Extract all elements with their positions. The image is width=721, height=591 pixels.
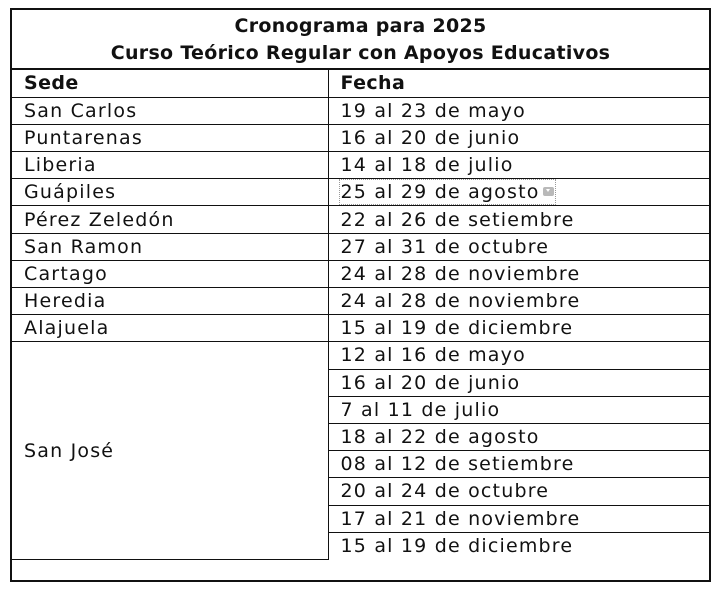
fecha-text: 25 al 29 de agosto [340, 181, 540, 204]
table-row [12, 152, 709, 179]
cell-fecha[interactable]: 08 al 12 de setiembre [328, 451, 709, 478]
table-row [12, 206, 709, 233]
cell-sede[interactable]: Puntarenas [12, 124, 328, 151]
table-row [12, 260, 709, 287]
cell-fecha[interactable]: 18 al 22 de agosto [328, 423, 709, 450]
cell-fecha[interactable]: 17 al 21 de noviembre [328, 505, 709, 532]
dropdown-marker-icon[interactable] [543, 187, 554, 196]
cell-sede[interactable]: Guápiles [12, 179, 328, 206]
table-row [12, 288, 709, 315]
cell-fecha[interactable]: 19 al 23 de mayo [328, 97, 709, 124]
cell-fecha[interactable]: 14 al 18 de julio [328, 152, 709, 179]
cell-sede[interactable]: San Ramon [12, 233, 328, 260]
cell-fecha[interactable]: 22 al 26 de setiembre [328, 206, 709, 233]
cell-fecha[interactable]: 16 al 20 de junio [328, 369, 709, 396]
table-row [12, 179, 709, 206]
schedule-title [12, 10, 709, 70]
selected-fecha-text[interactable] [341, 181, 554, 203]
cell-fecha[interactable]: 7 al 11 de julio [328, 396, 709, 423]
cell-fecha[interactable]: 24 al 28 de noviembre [328, 288, 709, 315]
schedule-document [10, 8, 711, 582]
title-line-1: Cronograma para 2025 [234, 15, 487, 37]
table-row [12, 97, 709, 124]
cell-fecha[interactable]: 15 al 19 de diciembre [328, 315, 709, 342]
cell-fecha[interactable]: 20 al 24 de octubre [328, 478, 709, 505]
cell-fecha[interactable]: 16 al 20 de junio [328, 124, 709, 151]
cell-fecha-selected[interactable] [328, 179, 709, 206]
table-row [12, 315, 709, 342]
cell-sede[interactable]: Heredia [12, 288, 328, 315]
cell-fecha[interactable]: 27 al 31 de octubre [328, 233, 709, 260]
title-line-2: Curso Teórico Regular con Apoyos Educativos [110, 42, 611, 64]
cell-sede-san-jose[interactable]: San José [12, 342, 328, 560]
table-row [12, 124, 709, 151]
cell-sede[interactable]: Pérez Zeledón [12, 206, 328, 233]
table-row [12, 233, 709, 260]
cell-sede[interactable]: Alajuela [12, 315, 328, 342]
table-row [12, 342, 709, 369]
cell-sede[interactable]: San Carlos [12, 97, 328, 124]
cell-fecha[interactable]: 15 al 19 de diciembre [328, 532, 709, 559]
column-header-sede: Sede [12, 70, 328, 97]
schedule-table [12, 70, 709, 560]
cell-fecha[interactable]: 12 al 16 de mayo [328, 342, 709, 369]
table-header-row [12, 70, 709, 97]
column-header-fecha: Fecha [328, 70, 709, 97]
cell-fecha[interactable]: 24 al 28 de noviembre [328, 260, 709, 287]
cell-sede[interactable]: Cartago [12, 260, 328, 287]
cell-sede[interactable]: Liberia [12, 152, 328, 179]
